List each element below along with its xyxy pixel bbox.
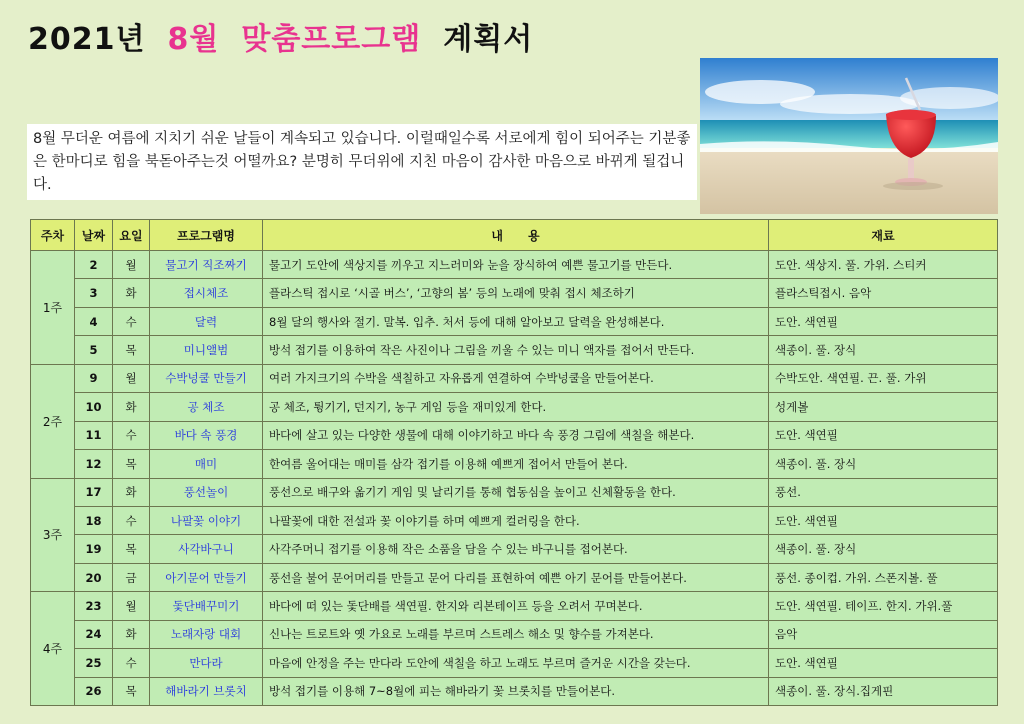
table-row <box>31 336 998 364</box>
table-row <box>31 393 998 421</box>
table-row <box>31 506 998 534</box>
content-cell: 사각주머니 접기를 이용해 작은 소품을 담을 수 있는 바구니를 접어본다. <box>263 535 769 563</box>
day-cell: 월 <box>113 251 150 279</box>
date-cell: 18 <box>75 506 113 534</box>
materials-cell: 도안. 색연필 <box>769 649 998 677</box>
content-cell: 신나는 트로트와 옛 가요로 노래를 부르며 스트레스 해소 및 향수를 가져본다. <box>263 620 769 648</box>
materials-cell: 도안. 색연필. 테이프. 한지. 가위.풀 <box>769 592 998 620</box>
header-materials: 재료 <box>769 220 998 251</box>
program-cell: 달력 <box>150 307 263 335</box>
date-cell: 5 <box>75 336 113 364</box>
materials-cell: 색종이. 풀. 장식 <box>769 450 998 478</box>
program-cell: 사각바구니 <box>150 535 263 563</box>
table-row <box>31 251 998 279</box>
date-cell: 25 <box>75 649 113 677</box>
materials-cell: 풍선. 종이컵. 가위. 스폰지볼. 풀 <box>769 563 998 591</box>
day-cell: 수 <box>113 506 150 534</box>
content-cell: 풍선을 불어 문어머리를 만들고 문어 다리를 표현하여 예쁜 아기 문어를 만들어본다. <box>263 563 769 591</box>
table-row <box>31 649 998 677</box>
program-cell: 수박넝쿨 만들기 <box>150 364 263 392</box>
materials-cell: 풍선. <box>769 478 998 506</box>
program-cell: 돛단배꾸미기 <box>150 592 263 620</box>
content-cell: 여러 가지크기의 수박을 색칠하고 자유롭게 연결하여 수박넝쿨을 만들어본다. <box>263 364 769 392</box>
date-cell: 3 <box>75 279 113 307</box>
content-cell: 공 체조, 튕기기, 던지기, 농구 게임 등을 재미있게 한다. <box>263 393 769 421</box>
materials-cell: 음악 <box>769 620 998 648</box>
title-program: 맞춤프로그램 <box>241 22 422 57</box>
materials-cell: 도안. 색상지. 풀. 가위. 스티커 <box>769 251 998 279</box>
program-cell: 노래자랑 대회 <box>150 620 263 648</box>
content-cell: 마음에 안정을 주는 만다라 도안에 색칠을 하고 노래도 부르며 즐거운 시간을 갖는다. <box>263 649 769 677</box>
content-cell: 방석 접기를 이용하여 작은 사진이나 그림을 끼울 수 있는 미니 액자를 접어서 만든다. <box>263 336 769 364</box>
title-year: 2021년 <box>28 22 146 57</box>
content-cell: 바다에 떠 있는 돛단배를 색연필. 한지와 리본테이프 등을 오려서 꾸며본다. <box>263 592 769 620</box>
day-cell: 목 <box>113 535 150 563</box>
week-label: 3주 <box>31 478 75 592</box>
date-cell: 12 <box>75 450 113 478</box>
header-program: 프로그램명 <box>150 220 263 251</box>
table-row <box>31 478 998 506</box>
content-cell: 한여름 울어대는 매미를 삼각 접기를 이용해 예쁘게 접어서 만들어 본다. <box>263 450 769 478</box>
page-title <box>28 14 533 58</box>
date-cell: 10 <box>75 393 113 421</box>
date-cell: 2 <box>75 251 113 279</box>
day-cell: 화 <box>113 620 150 648</box>
program-cell: 아기문어 만들기 <box>150 563 263 591</box>
day-cell: 목 <box>113 450 150 478</box>
day-cell: 수 <box>113 421 150 449</box>
materials-cell: 성게볼 <box>769 393 998 421</box>
table-row <box>31 535 998 563</box>
date-cell: 26 <box>75 677 113 705</box>
program-plan-table <box>30 219 998 706</box>
content-cell: 플라스틱 접시로 ‘시골 버스’, ‘고향의 봄’ 등의 노래에 맞춰 접시 체조하기 <box>263 279 769 307</box>
day-cell: 월 <box>113 592 150 620</box>
materials-cell: 플라스틱접시. 음악 <box>769 279 998 307</box>
program-cell: 접시체조 <box>150 279 263 307</box>
date-cell: 19 <box>75 535 113 563</box>
date-cell: 17 <box>75 478 113 506</box>
day-cell: 화 <box>113 393 150 421</box>
program-cell: 만다라 <box>150 649 263 677</box>
day-cell: 금 <box>113 563 150 591</box>
day-cell: 월 <box>113 364 150 392</box>
materials-cell: 색종이. 풀. 장식 <box>769 336 998 364</box>
content-cell: 풍선으로 배구와 옮기기 게임 및 날리기를 통해 협동심을 높이고 신체활동을 한다. <box>263 478 769 506</box>
week-label: 4주 <box>31 592 75 706</box>
program-cell: 나팔꽃 이야기 <box>150 506 263 534</box>
table-row <box>31 307 998 335</box>
day-cell: 목 <box>113 677 150 705</box>
content-cell: 물고기 도안에 색상지를 끼우고 지느러미와 눈을 장식하여 예쁜 물고기를 만든다. <box>263 251 769 279</box>
program-cell: 풍선놀이 <box>150 478 263 506</box>
table-row <box>31 279 998 307</box>
program-cell: 물고기 직조짜기 <box>150 251 263 279</box>
table-row <box>31 450 998 478</box>
date-cell: 23 <box>75 592 113 620</box>
date-cell: 9 <box>75 364 113 392</box>
table-row <box>31 620 998 648</box>
content-cell: 8월 달의 행사와 절기. 말복. 입추. 처서 등에 대해 알아보고 달력을 완성해본다. <box>263 307 769 335</box>
header-date: 날짜 <box>75 220 113 251</box>
content-cell: 바다에 살고 있는 다양한 생물에 대해 이야기하고 바다 속 풍경 그림에 색칠을 해본다. <box>263 421 769 449</box>
day-cell: 수 <box>113 307 150 335</box>
header-content: 내 용 <box>263 220 769 251</box>
program-cell: 해바라기 브롯치 <box>150 677 263 705</box>
program-cell: 매미 <box>150 450 263 478</box>
day-cell: 화 <box>113 478 150 506</box>
materials-cell: 도안. 색연필 <box>769 421 998 449</box>
intro-text: 8월 무더운 여름에 지치기 쉬운 날들이 계속되고 있습니다. 이럴때일수록 서로에게 힘이 되어주는 기분좋은 한마디로 힘을 북돋아주는것 어떨까요? 분명히 무더위에 지친 마음이 감사한 마음으로 바뀌게 될겁니다. <box>27 124 697 200</box>
program-cell: 공 체조 <box>150 393 263 421</box>
table-row <box>31 364 998 392</box>
header-week: 주차 <box>31 220 75 251</box>
materials-cell: 색종이. 풀. 장식.집게핀 <box>769 677 998 705</box>
header-day: 요일 <box>113 220 150 251</box>
title-doc: 계획서 <box>443 22 534 57</box>
content-cell: 방석 접기를 이용해 7~8월에 피는 해바라기 꽃 브롯치를 만들어본다. <box>263 677 769 705</box>
date-cell: 4 <box>75 307 113 335</box>
program-cell: 미니앨범 <box>150 336 263 364</box>
week-label: 1주 <box>31 251 75 365</box>
date-cell: 11 <box>75 421 113 449</box>
content-cell: 나팔꽃에 대한 전설과 꽃 이야기를 하며 예쁘게 컬러링을 한다. <box>263 506 769 534</box>
materials-cell: 수박도안. 색연필. 끈. 풀. 가위 <box>769 364 998 392</box>
table-row <box>31 592 998 620</box>
beach-cocktail-image <box>700 58 998 214</box>
program-cell: 바다 속 풍경 <box>150 421 263 449</box>
table-row <box>31 677 998 705</box>
table-row <box>31 563 998 591</box>
week-label: 2주 <box>31 364 75 478</box>
materials-cell: 색종이. 풀. 장식 <box>769 535 998 563</box>
day-cell: 목 <box>113 336 150 364</box>
date-cell: 20 <box>75 563 113 591</box>
date-cell: 24 <box>75 620 113 648</box>
table-header-row <box>31 220 998 251</box>
day-cell: 화 <box>113 279 150 307</box>
day-cell: 수 <box>113 649 150 677</box>
title-month: 8월 <box>167 22 220 57</box>
table-row <box>31 421 998 449</box>
materials-cell: 도안. 색연필 <box>769 307 998 335</box>
materials-cell: 도안. 색연필 <box>769 506 998 534</box>
